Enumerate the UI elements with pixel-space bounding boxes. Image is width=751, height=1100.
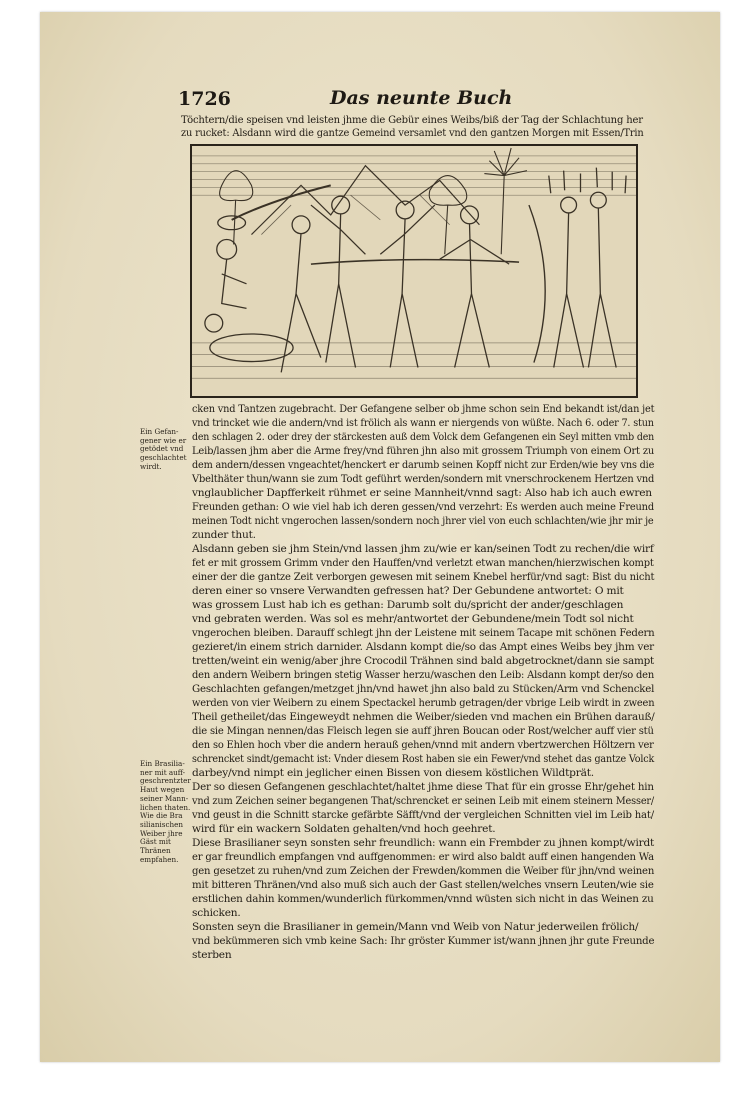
text-line: vnd gebraten werden. Was sol es mehr/antwortet der Gebundene/mein Todt sol nicht [192,613,634,625]
text-line: zu rucket: Alsdann wird die gantze Gemeind versamlet vnd den gantzen Morgen mit Essen/Trin [181,127,644,139]
margin-note-line: gener wie er [140,435,187,445]
margin-note-line: Weiber jhre [140,828,183,838]
text-line: den schlagen 2. oder drey der stärckesten auß dem Volck dem Gefangenen ein Seyl mitten vmb den [192,431,654,443]
text-line: was grossem Lust hab ich es gethan: Darumb solt du/spricht der ander/geschlagen [192,599,624,611]
text-line: vnglaublicher Dapfferkeit rühmet er seine Mannheit/vnnd sagt: Also hab ich auch ewren [192,487,652,499]
margin-note-line: empfahen. [140,854,179,864]
text-line: Leib/lassen jhm aber die Arme frey/vnd führen jhn also mit grossem Triumph von einem Ort zu [192,445,655,457]
text-line: erstlichen dahin kommen/wunderlich fürkommen/vnnd wüsten sich nicht in das Weinen zu [192,893,654,905]
margin-note-execution [140,428,192,472]
text-line: vngerochen bleiben. Darauff schlegt jhn der Leistene mit seinem Tacape mit schönen Federn [192,627,655,639]
margin-note-line: lichen thaten. [140,802,191,812]
text-line: tretten/weint ein wenig/aber jhre Crocodil Trähnen sind bald abgetrocknet/dann sie sampt [192,655,655,667]
margin-note-line: Gäst mit [140,837,171,847]
margin-note-line: ner mit auff- [140,767,186,777]
text-line: Der so diesen Gefangenen geschlachtet/haltet jhme diese That für ein grosse Ehr/gehet hin [192,781,654,793]
margin-note-line: wirdt. [140,461,162,471]
text-line: Vbelthäter thun/wann sie zum Todt geführt werden/sondern mit vnerschrockenem Hertzen vnd [192,473,655,485]
text-line: einer der die gantze Zeit verborgen gewesen mit seinem Knebel herfür/vnd sagt: Bist du nicht [192,571,655,583]
text-line: vnd trincket wie die andern/vnd ist frölich als wann er niergends von wüßte. Nach 6. oder 7. stun [192,417,654,429]
margin-note-line: Ein Gefan- [140,427,179,436]
text-line: Freunden gethan: O wie viel hab ich deren gessen/vnd verzehrt: Es werden auch meine Freund [192,501,654,513]
text-line: gezieret/in einem strich darnider. Alsdann kompt die/so das Ampt eines Weibs bey jhm ver [192,641,654,653]
margin-note-line: seiner Mann- [140,793,189,803]
page-header [178,88,648,114]
margin-note-line: geschlachtet [140,453,187,463]
margin-note-brazilian [140,760,192,864]
margin-note-line: Haut wegen [140,785,185,795]
text-line: mit bitteren Thränen/vnd also muß sich auch der Gast stellen/welches vnsern Leuten/wie sie [192,879,654,891]
text-line: wird für ein wackern Soldaten gehalten/vnd hoch geehret. [192,823,496,835]
margin-note-line: geschrentzter [140,776,191,786]
text-line: die sie Mingan nennen/das Fleisch legen sie auff jhren Boucan oder Rost/welcher auff vier stü [192,725,654,737]
text-line: den andern Weibern bringen stetig Wasser herzu/waschen den Leib: Alsdann kompt der/so den [192,669,655,681]
text-line: cken vnd Tantzen zugebracht. Der Gefangene selber ob jhme schon sein End bekandt ist/dan jet [192,403,655,415]
text-line: gen gesetzet zu ruhen/vnd zum Zeichen der Frewden/kommen die Weiber für jhn/vnd weinen [192,865,655,877]
woodcut-illustration [190,144,638,398]
text-line: den so Ehlen hoch vber die andern herauß gehen/vnnd mit andern vbertzwerchen Höltzern ver [192,739,654,751]
margin-note-line: getödet vnd [140,444,184,454]
margin-note-line: Thränen [140,846,171,856]
text-line: schrencket sindt/gemacht ist: Vnder diesem Rost haben sie ein Fewer/vnd stehet das gantze Volck [192,753,655,765]
text-line: deren einer so vnsere Verwandten gefressen hat? Der Gebundene antwortet: O mit [192,585,624,597]
text-line: Geschlachten gefangen/metzget jhn/vnd hawet jhn also bald zu Stücken/Arm vnd Schenckel [192,683,655,695]
text-line: vnd zum Zeichen seiner begangenen That/schrencket er seinen Leib mit einem steinern Messer/ [192,795,655,807]
text-line: schicken. [192,907,241,919]
woodcut-image [192,146,636,396]
text-line: werden von vier Weibern zu einem Spectackel herumb getragen/der vbrige Leib wirdt in zween [192,697,655,709]
text-line: fet er mit grossem Grimm vnder den Hauffen/vnd verletzt etwan manchen/hierzwischen kompt [192,557,654,569]
text-line: Diese Brasilianer seyn sonsten sehr freundlich: wann ein Frembder zu jhnen kompt/wirdt [192,837,655,849]
text-line: meinen Todt nicht vngerochen lassen/sondern noch jhrer viel von euch schlachten/wie jhr mir je [192,515,654,527]
text-line: Töchtern/die speisen vnd leisten jhme die Gebür eines Weibs/biß der Tag der Schlachtung her [181,114,643,126]
text-line: vnd geust in die Schnitt starcke gefärbte Säfft/vnd der vergleichen Schnitten viel im Leib hat/ [192,809,654,821]
text-line: er gar freundlich empfangen vnd auffgenommen: er wird also baldt auff einen hangenden Wa [192,851,654,863]
text-line: vnd bekümmeren sich vmb keine Sach: Ihr gröster Kummer ist/wann jhnen jhr gute Freunde [192,935,655,947]
margin-note-line: Ein Brasilia- [140,759,185,768]
text-line: darbey/vnd nimpt ein jeglicher einen Bissen von diesem köstlichen Wildtprät. [192,767,594,779]
text-line: Sonsten seyn die Brasilianer in gemein/Mann vnd Weib von Natur jederweilen frölich/ [192,921,639,933]
text-line: Theil getheilet/das Eingeweydt nehmen die Weiber/sieden vnd machen ein Brühen darauß/ [192,711,655,723]
page-number: 1726 [178,88,231,110]
text-line: zunder thut. [192,529,256,541]
text-line: Alsdann geben sie jhm Stein/vnd lassen jhm zu/wie er kan/seinen Todt zu rechen/die wirf [192,543,654,555]
running-head: Das neunte Buch [330,87,513,109]
text-line: sterben [192,949,232,961]
text-line: dem andern/dessen vngeachtet/henckert er darumb seinen Kopff nicht zur Erden/wie bey vns die [192,459,655,471]
margin-note-line: silianischen [140,819,184,829]
margin-note-line: Wie die Bra [140,811,183,821]
